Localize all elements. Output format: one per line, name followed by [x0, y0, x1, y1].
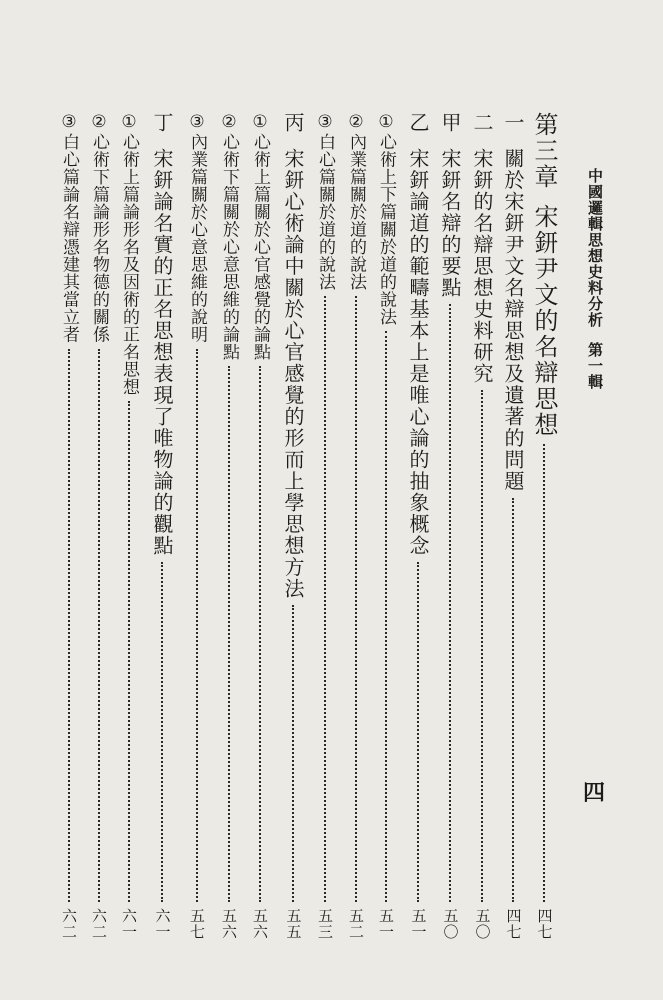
leader-dots — [417, 562, 419, 902]
toc-marker: 第三章 — [530, 112, 558, 190]
toc-title: 心術上篇論形名及因術的正名思想 — [119, 132, 139, 395]
toc-title: 白心篇論名辯憑建其當立者 — [59, 132, 79, 343]
toc-page-number: 六二 — [60, 908, 78, 940]
toc-entry-item[interactable] — [60, 112, 77, 940]
leader-dots — [196, 349, 198, 903]
toc-marker: ② — [346, 112, 366, 133]
toc-page-number: 五一 — [377, 908, 395, 940]
toc-marker: 丁 — [150, 112, 174, 134]
leader-dots — [68, 349, 70, 903]
leader-dots — [128, 401, 130, 902]
toc-entry-chapter-3[interactable] — [532, 112, 556, 940]
toc-page-number: 六一 — [153, 908, 172, 940]
toc-marker: 一 — [501, 112, 525, 134]
toc-entry-item[interactable] — [347, 112, 364, 940]
toc-page-number: 五三 — [316, 908, 334, 940]
toc-page-number: 五六 — [220, 908, 238, 940]
toc-entry-item[interactable] — [188, 112, 205, 940]
toc-entry-item[interactable] — [90, 112, 107, 940]
toc-entry-item[interactable] — [220, 112, 237, 940]
leader-dots — [161, 562, 163, 902]
leader-dots — [481, 390, 483, 902]
toc-marker: 乙 — [406, 112, 430, 134]
toc-title: 宋鈃尹文的名辯思想 — [530, 204, 558, 438]
toc-title: 內業篇關於心意思維的說明 — [187, 132, 207, 343]
toc-page-number: 四七 — [504, 908, 523, 940]
leader-dots — [355, 296, 357, 902]
toc-marker: ② — [219, 112, 239, 133]
toc-entry-subsection-jia[interactable] — [440, 112, 460, 940]
toc-entry-subsection-yi[interactable] — [408, 112, 428, 940]
toc-marker: 二 — [470, 112, 494, 134]
toc-entry-item[interactable] — [120, 112, 137, 940]
leader-dots — [98, 349, 100, 903]
toc-title: 心術下篇論形名物德的關係 — [89, 132, 109, 343]
toc-title: 內業篇關於道的說法 — [346, 132, 366, 290]
toc-page-number: 五二 — [347, 908, 365, 940]
toc-page-number: 六二 — [90, 908, 108, 940]
toc-page-number: 五一 — [409, 908, 428, 940]
toc-page-number: 五六 — [251, 908, 269, 940]
toc-marker: 甲 — [438, 112, 462, 134]
toc-title: 宋鈃的名辯思想史料研究 — [470, 147, 494, 384]
toc-entry-subsection-bing[interactable] — [283, 112, 303, 940]
toc-title: 心術上下篇關於道的說法 — [376, 132, 396, 325]
toc-marker: 丙 — [281, 112, 305, 134]
toc-marker: ① — [250, 112, 270, 133]
toc-title: 宋鈃心術論中關於心官感覺的形而上學思想方法 — [281, 147, 305, 599]
toc-title: 白心篇關於道的說法 — [315, 132, 335, 290]
toc-title: 宋鈃論名實的正名思想表現了唯物論的觀點 — [150, 147, 174, 556]
toc-page-number: 五七 — [188, 908, 206, 940]
toc-marker: ③ — [315, 112, 335, 133]
leader-dots — [385, 331, 387, 902]
toc-title: 宋鈃論道的範疇基本上是唯心論的抽象概念 — [406, 147, 430, 556]
toc-marker: ③ — [59, 112, 79, 133]
toc-entry-subsection-ding[interactable] — [152, 112, 172, 940]
toc-page-number: 六一 — [120, 908, 138, 940]
leader-dots — [543, 444, 545, 902]
toc-marker: ② — [89, 112, 109, 133]
toc-entry-section-1[interactable] — [503, 112, 523, 940]
leader-dots — [512, 498, 514, 903]
toc-page-number: 五五 — [284, 908, 303, 940]
toc-title: 關於宋鈃尹文名辯思想及遺著的問題 — [501, 147, 525, 492]
toc-page-number: 五〇 — [441, 908, 460, 940]
toc-entry-section-2[interactable] — [472, 112, 492, 940]
leader-dots — [228, 366, 230, 902]
page-number: 四 — [583, 780, 606, 806]
leader-dots — [449, 304, 451, 902]
running-head-volume: 第一輯 — [586, 342, 604, 390]
toc-title: 心術下篇關於心意思維的論點 — [219, 132, 239, 360]
leader-dots — [324, 296, 326, 902]
toc-title: 宋鈃名辯的要點 — [438, 147, 462, 298]
running-head-title: 中國邏輯思想史料分析 — [586, 168, 604, 328]
toc-marker: ① — [119, 112, 139, 133]
leader-dots — [259, 366, 261, 902]
toc-page-number: 五〇 — [473, 908, 492, 940]
running-head — [585, 168, 606, 390]
toc-title: 心術上篇關於心官感覺的論點 — [250, 132, 270, 360]
toc-entry-item[interactable] — [316, 112, 333, 940]
toc-marker: ① — [376, 112, 396, 133]
toc-page-number: 四七 — [535, 908, 554, 940]
toc-entry-item[interactable] — [251, 112, 268, 940]
leader-dots — [292, 605, 294, 902]
toc-entry-item[interactable] — [377, 112, 394, 940]
toc-marker: ③ — [187, 112, 207, 133]
